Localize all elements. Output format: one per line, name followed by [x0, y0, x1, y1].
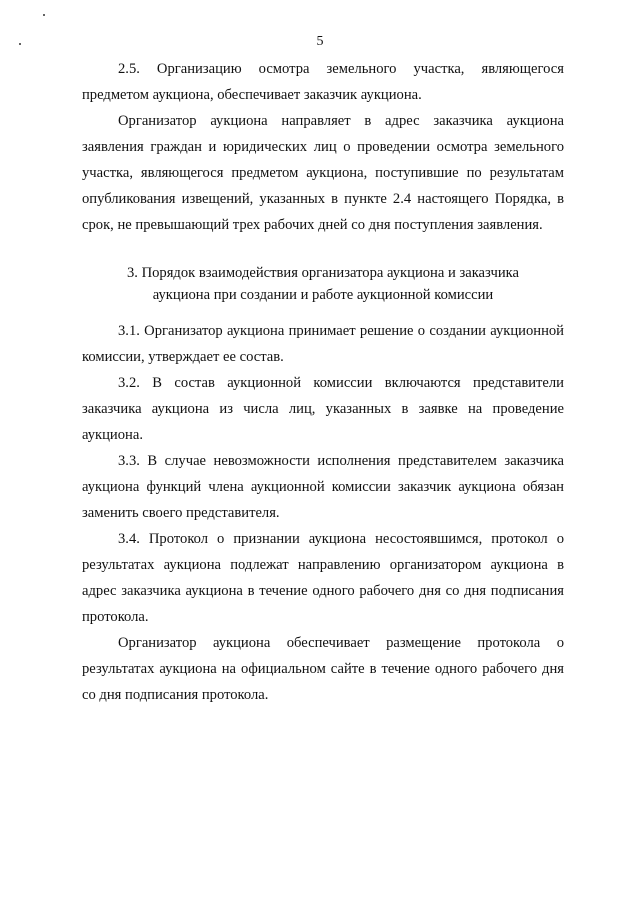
paragraph-3-1: 3.1. Организатор аукциона принимает решение о создании аукционной комиссии, утверждает ее состав. — [82, 323, 564, 365]
page-number: 5 — [316, 34, 324, 49]
section-title-line: аукциона при создании и работе аукционной комиссии — [152, 287, 494, 303]
scan-speck — [43, 14, 45, 16]
paragraph-2-5: 2.5. Организацию осмотра земельного участка, являющегося предметом аукциона, обеспечивает заказчик аукциона. — [82, 61, 564, 103]
paragraph-2-5-continued: Организатор аукциона направляет в адрес заказчика аукциона заявления граждан и юридических лиц о проведении осмотра земельного участка, являющегося предметом аукциона, поступившие по результатам опубликования извещений, указанных в пункте 2.4 настоящего Порядка, в срок, не превышающий трех рабочих дней со дня поступления заявления. — [82, 113, 564, 233]
paragraph-3-2: 3.2. В состав аукционной комиссии включаются представители заказчика аукциона из числа лиц, указанных в заявке на проведение аукциона. — [82, 375, 564, 443]
paragraph-3-4-continued: Организатор аукциона обеспечивает размещение протокола о результатах аукциона на официальном сайте в течение одного рабочего дня со дня подписания протокола. — [82, 635, 564, 703]
paragraph-3-3: 3.3. В случае невозможности исполнения представителем заказчика аукциона функций члена аукционной комиссии заказчик аукциона обязан заменить своего представителя. — [82, 453, 564, 521]
section-3-title — [82, 262, 564, 306]
section-title-line: 3. Порядок взаимодействия организатора аукциона и заказчика — [126, 265, 520, 281]
paragraph-3-4: 3.4. Протокол о признании аукциона несостоявшимся, протокол о результатах аукциона подлежат направлению организатором аукциона в адрес заказчика аукциона в течение одного рабочего дня со дня подписания протокола. — [82, 531, 564, 625]
